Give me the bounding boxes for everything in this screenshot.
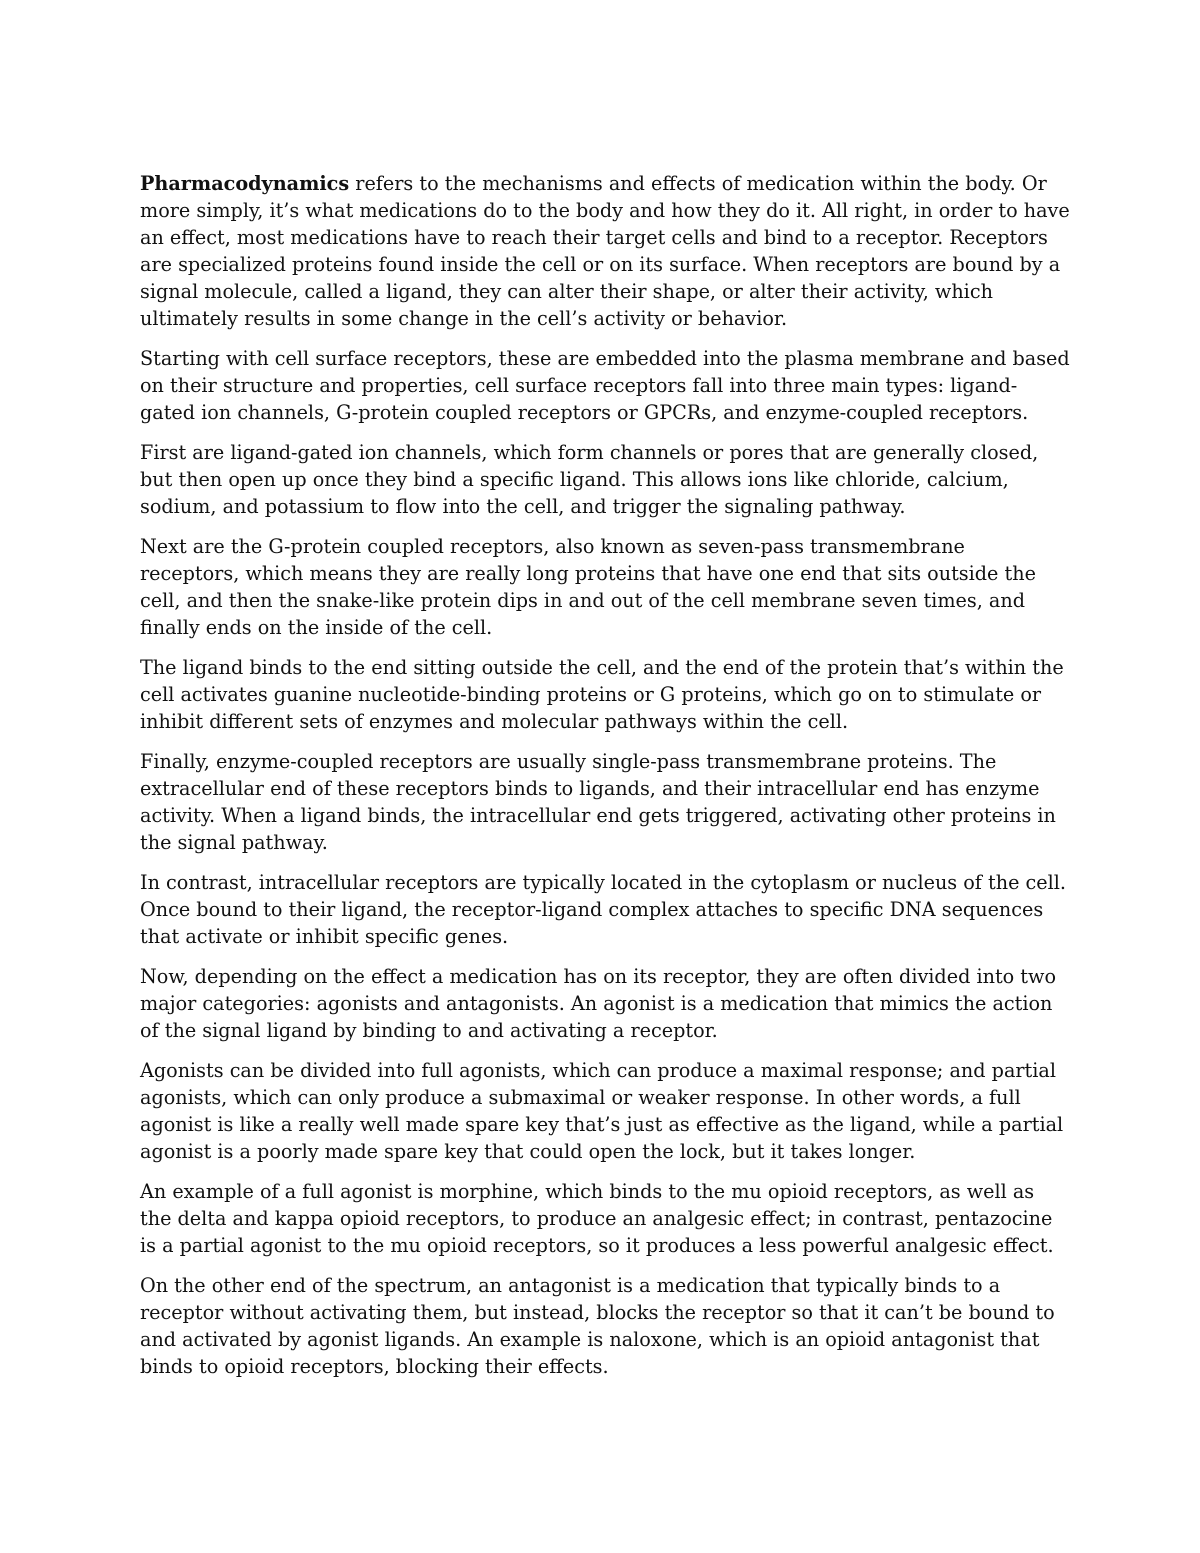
paragraph-g-protein-coupled-receptors: Next are the G-protein coupled receptors, also known as seven-pass transmembrane receptors, which means they are really long proteins that have one end that sits outside the cell, and then the snake-like protein dips in and out of the cell membrane seven times, and finally ends on the inside of the cell.	[140, 535, 1036, 639]
paragraph-antagonist: On the other end of the spectrum, an antagonist is a medication that typically binds to a receptor without activating them, but instead, blocks the receptor so that it can’t be bound to and activated by agonist ligands. An example is naloxone, which is an opioid antagonist that binds to opioid receptors, blocking their effects.	[140, 1274, 1055, 1378]
intro-term: Pharmacodynamics	[140, 172, 350, 195]
paragraph-agonists-antagonists: Now, depending on the effect a medication has on its receptor, they are often divided into two major categories: agonists and antagonists. An agonist is a medication that mimics the action of the signal ligand by binding to and activating a receptor.	[140, 965, 1056, 1042]
paragraph-agonist-examples: An example of a full agonist is morphine, which binds to the mu opioid receptors, as well as the delta and kappa opioid receptors, to produce an analgesic effect; in contrast, pentazocine is a partial agonist to the mu opioid receptors, so it produces a less powerful analgesic effect.	[140, 1180, 1054, 1257]
paragraph-full-partial-agonists: Agonists can be divided into full agonists, which can produce a maximal response; and partial agonists, which can only produce a submaximal or weaker response. In other words, a full agonist is like a really well made spare key that’s just as effective as the ligand, while a partial agonist is a poorly made spare key that could open the lock, but it takes longer.	[140, 1059, 1064, 1163]
document-body	[140, 170, 1070, 1393]
intro-paragraph	[140, 170, 1070, 332]
paragraph-enzyme-coupled-receptors: Finally, enzyme-coupled receptors are usually single-pass transmembrane proteins. The extracellular end of these receptors binds to ligands, and their intracellular end has enzyme activity. When a ligand binds, the intracellular end gets triggered, activating other proteins in the signal pathway.	[140, 750, 1056, 854]
paragraph-ligand-gated-ion-channels: First are ligand-gated ion channels, which form channels or pores that are generally closed, but then open up once they bind a specific ligand. This allows ions like chloride, calcium, sodium, and potassium to flow into the cell, and trigger the signaling pathway.	[140, 441, 1039, 518]
paragraph-intracellular-receptors: In contrast, intracellular receptors are typically located in the cytoplasm or nucleus of the cell. Once bound to their ligand, the receptor-ligand complex attaches to specific DNA sequences that activate or inhibit specific genes.	[140, 871, 1067, 948]
intro-text: refers to the mechanisms and effects of medication within the body. Or more simply, it’s what medications do to the body and how they do it. All right, in order to have an effect, most medications have to reach their target cells and bind to a receptor. Receptors are specialized proteins found inside the cell or on its surface. When receptors are bound by a signal molecule, called a ligand, they can alter their shape, or alter their activity, which ultimately results in some change in the cell’s activity or behavior.	[140, 172, 1070, 330]
paragraph-ligand-binding: The ligand binds to the end sitting outside the cell, and the end of the protein that’s within the cell activates guanine nucleotide-binding proteins or G proteins, which go on to stimulate or inhibit different sets of enzymes and molecular pathways within the cell.	[140, 656, 1064, 733]
paragraph-cell-surface-receptors: Starting with cell surface receptors, these are embedded into the plasma membrane and based on their structure and properties, cell surface receptors fall into three main types: ligand-gated ion channels, G-protein coupled receptors or GPCRs, and enzyme-coupled receptors.	[140, 347, 1070, 424]
